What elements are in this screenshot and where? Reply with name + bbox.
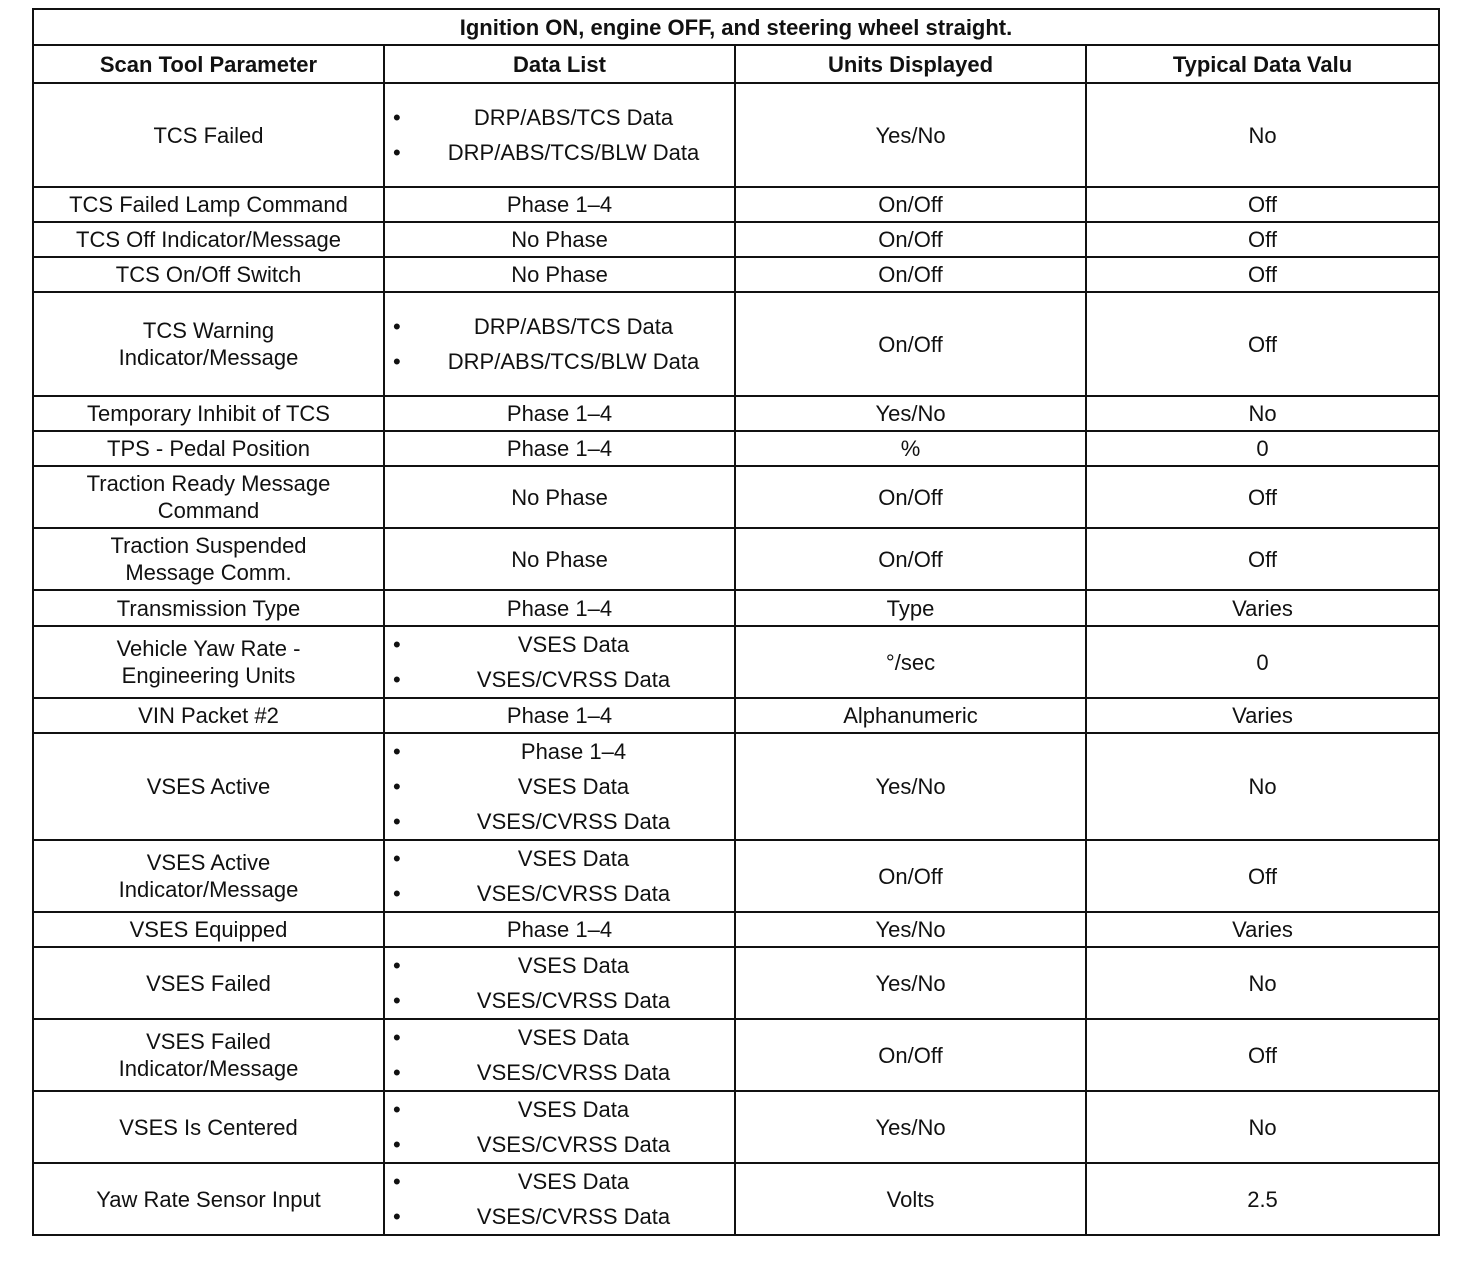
data-list-items [389, 1164, 730, 1234]
data-list-items [389, 734, 730, 839]
data-list-items [389, 1092, 730, 1162]
parameter-cell [33, 1019, 384, 1091]
parameter-line: Temporary Inhibit of TCS [87, 401, 330, 426]
data-list-item: • VSES Data [389, 769, 730, 804]
data-list-cell [384, 83, 735, 187]
units-cell: Alphanumeric [735, 698, 1086, 733]
units-cell: On/Off [735, 187, 1086, 222]
parameter-line: VSES Active [146, 774, 271, 799]
parameter-cell [33, 912, 384, 947]
typical-value-cell: No [1086, 947, 1439, 1019]
parameter-line: VSES Equipped [129, 917, 288, 942]
parameter-cell [33, 466, 384, 528]
parameter-line: Command [157, 498, 260, 523]
typical-value-cell: Off [1086, 222, 1439, 257]
parameter-cell [33, 1091, 384, 1163]
parameter-cell [33, 590, 384, 626]
parameter-line: Engineering Units [121, 663, 296, 688]
parameter-line: Message Comm. [125, 560, 292, 585]
data-list-cell [384, 1091, 735, 1163]
data-list-item: • VSES/CVRSS Data [389, 1055, 730, 1090]
data-list-cell: No Phase [384, 222, 735, 257]
parameter-line: TCS Failed [153, 122, 264, 148]
data-list-cell [384, 1019, 735, 1091]
parameter-line: TCS Failed Lamp Command [69, 192, 348, 217]
typical-value-cell: Off [1086, 840, 1439, 912]
data-list-item: • VSES Data [389, 627, 730, 662]
data-list-item: • VSES/CVRSS Data [389, 1199, 730, 1234]
table-row [33, 431, 1439, 466]
data-list-item: • VSES/CVRSS Data [389, 983, 730, 1018]
table-body [33, 83, 1439, 1235]
parameter-line: Vehicle Yaw Rate - [116, 636, 301, 661]
data-list-items [389, 1020, 730, 1090]
data-list-items [389, 100, 730, 170]
table-row [33, 396, 1439, 431]
data-list-items [389, 309, 730, 379]
units-cell: On/Off [735, 292, 1086, 396]
table-row [33, 626, 1439, 698]
data-list-items [389, 948, 730, 1018]
table-row [33, 466, 1439, 528]
header-typical-data-value: Typical Data Valu [1086, 45, 1439, 83]
parameter-line: TCS Off Indicator/Message [76, 227, 341, 252]
parameter-cell [33, 257, 384, 292]
parameter-cell [33, 840, 384, 912]
typical-value-cell: Off [1086, 1019, 1439, 1091]
parameter-cell [33, 947, 384, 1019]
data-list-cell: Phase 1–4 [384, 698, 735, 733]
units-cell: Yes/No [735, 396, 1086, 431]
parameter-cell [33, 431, 384, 466]
data-list-cell [384, 292, 735, 396]
parameter-line: VIN Packet #2 [138, 703, 279, 728]
parameter-line: Indicator/Message [118, 1056, 299, 1081]
parameter-cell [33, 83, 384, 187]
units-cell: On/Off [735, 466, 1086, 528]
units-cell: On/Off [735, 1019, 1086, 1091]
data-list-item: • Phase 1–4 [389, 734, 730, 769]
data-list-item: • DRP/ABS/TCS/BLW Data [389, 344, 730, 379]
typical-value-cell: No [1086, 733, 1439, 840]
units-cell: % [735, 431, 1086, 466]
parameter-line: VSES Failed [146, 1029, 271, 1054]
table-row [33, 1163, 1439, 1235]
parameter-line: VSES Active [146, 850, 271, 875]
data-list-cell: Phase 1–4 [384, 396, 735, 431]
data-list-items [389, 627, 730, 697]
data-list-cell: No Phase [384, 528, 735, 590]
units-cell: On/Off [735, 840, 1086, 912]
parameter-line: TCS On/Off Switch [115, 262, 302, 287]
typical-value-cell: No [1086, 396, 1439, 431]
parameter-line: VSES Is Centered [119, 1114, 298, 1140]
parameter-cell [33, 1163, 384, 1235]
parameter-cell [33, 626, 384, 698]
table-row [33, 257, 1439, 292]
table-row [33, 840, 1439, 912]
parameter-line: VSES Failed [146, 970, 271, 996]
data-list-cell [384, 947, 735, 1019]
parameter-cell [33, 187, 384, 222]
parameter-line: Transmission Type [116, 595, 301, 621]
parameter-line: Indicator/Message [118, 345, 299, 370]
table-row [33, 912, 1439, 947]
table-row [33, 187, 1439, 222]
typical-value-cell: 0 [1086, 431, 1439, 466]
data-list-item: • DRP/ABS/TCS/BLW Data [389, 135, 730, 170]
table-row [33, 698, 1439, 733]
typical-value-cell: Off [1086, 187, 1439, 222]
data-list-cell [384, 1163, 735, 1235]
data-list-item: • VSES Data [389, 948, 730, 983]
units-cell: °/sec [735, 626, 1086, 698]
typical-value-cell: Varies [1086, 590, 1439, 626]
table-row [33, 222, 1439, 257]
typical-value-cell: Off [1086, 528, 1439, 590]
units-cell: On/Off [735, 528, 1086, 590]
typical-value-cell: Varies [1086, 698, 1439, 733]
parameter-cell [33, 528, 384, 590]
data-list-item: • VSES Data [389, 841, 730, 876]
units-cell: Yes/No [735, 83, 1086, 187]
data-list-cell: Phase 1–4 [384, 187, 735, 222]
data-list-cell [384, 733, 735, 840]
units-cell: Yes/No [735, 1091, 1086, 1163]
data-list-item: • DRP/ABS/TCS Data [389, 309, 730, 344]
table-title: Ignition ON, engine OFF, and steering wheel straight. [33, 9, 1439, 45]
units-cell: On/Off [735, 257, 1086, 292]
typical-value-cell: Varies [1086, 912, 1439, 947]
header-units-displayed: Units Displayed [735, 45, 1086, 83]
table-row [33, 590, 1439, 626]
data-list-item: • VSES/CVRSS Data [389, 876, 730, 911]
typical-value-cell: Off [1086, 257, 1439, 292]
data-list-item: • VSES Data [389, 1092, 730, 1127]
parameter-cell [33, 396, 384, 431]
data-list-item: • VSES/CVRSS Data [389, 1127, 730, 1162]
typical-value-cell: No [1086, 1091, 1439, 1163]
parameter-cell [33, 733, 384, 840]
typical-value-cell: No [1086, 83, 1439, 187]
data-list-item: • VSES/CVRSS Data [389, 662, 730, 697]
data-list-item: • VSES/CVRSS Data [389, 804, 730, 839]
data-list-cell: No Phase [384, 257, 735, 292]
units-cell: On/Off [735, 222, 1086, 257]
parameter-line: Yaw Rate Sensor Input [96, 1186, 321, 1212]
table-row [33, 1091, 1439, 1163]
data-list-cell [384, 840, 735, 912]
typical-value-cell: 2.5 [1086, 1163, 1439, 1235]
data-list-cell: Phase 1–4 [384, 590, 735, 626]
data-list-cell [384, 626, 735, 698]
table-row [33, 733, 1439, 840]
data-list-item: • VSES Data [389, 1020, 730, 1055]
header-data-list: Data List [384, 45, 735, 83]
scan-tool-data-table [32, 8, 1440, 1236]
parameter-line: Traction Suspended [110, 533, 307, 558]
table-header-row [33, 45, 1439, 83]
parameter-line: Traction Ready Message [86, 471, 331, 496]
header-scan-tool-parameter: Scan Tool Parameter [33, 45, 384, 83]
parameter-cell [33, 698, 384, 733]
data-list-cell: No Phase [384, 466, 735, 528]
table-row [33, 292, 1439, 396]
table-row [33, 1019, 1439, 1091]
units-cell: Yes/No [735, 912, 1086, 947]
parameter-line: TPS - Pedal Position [107, 436, 310, 461]
data-list-item: • DRP/ABS/TCS Data [389, 100, 730, 135]
parameter-line: TCS Warning [142, 318, 275, 343]
units-cell: Yes/No [735, 733, 1086, 840]
data-list-cell: Phase 1–4 [384, 431, 735, 466]
units-cell: Type [735, 590, 1086, 626]
data-list-items [389, 841, 730, 911]
parameter-cell [33, 222, 384, 257]
typical-value-cell: Off [1086, 292, 1439, 396]
parameter-cell [33, 292, 384, 396]
typical-value-cell: 0 [1086, 626, 1439, 698]
data-list-item: • VSES Data [389, 1164, 730, 1199]
typical-value-cell: Off [1086, 466, 1439, 528]
data-list-cell: Phase 1–4 [384, 912, 735, 947]
table-row [33, 83, 1439, 187]
units-cell: Yes/No [735, 947, 1086, 1019]
table-row [33, 947, 1439, 1019]
table-title-row [33, 9, 1439, 45]
parameter-line: Indicator/Message [118, 877, 299, 902]
units-cell: Volts [735, 1163, 1086, 1235]
table-row [33, 528, 1439, 590]
